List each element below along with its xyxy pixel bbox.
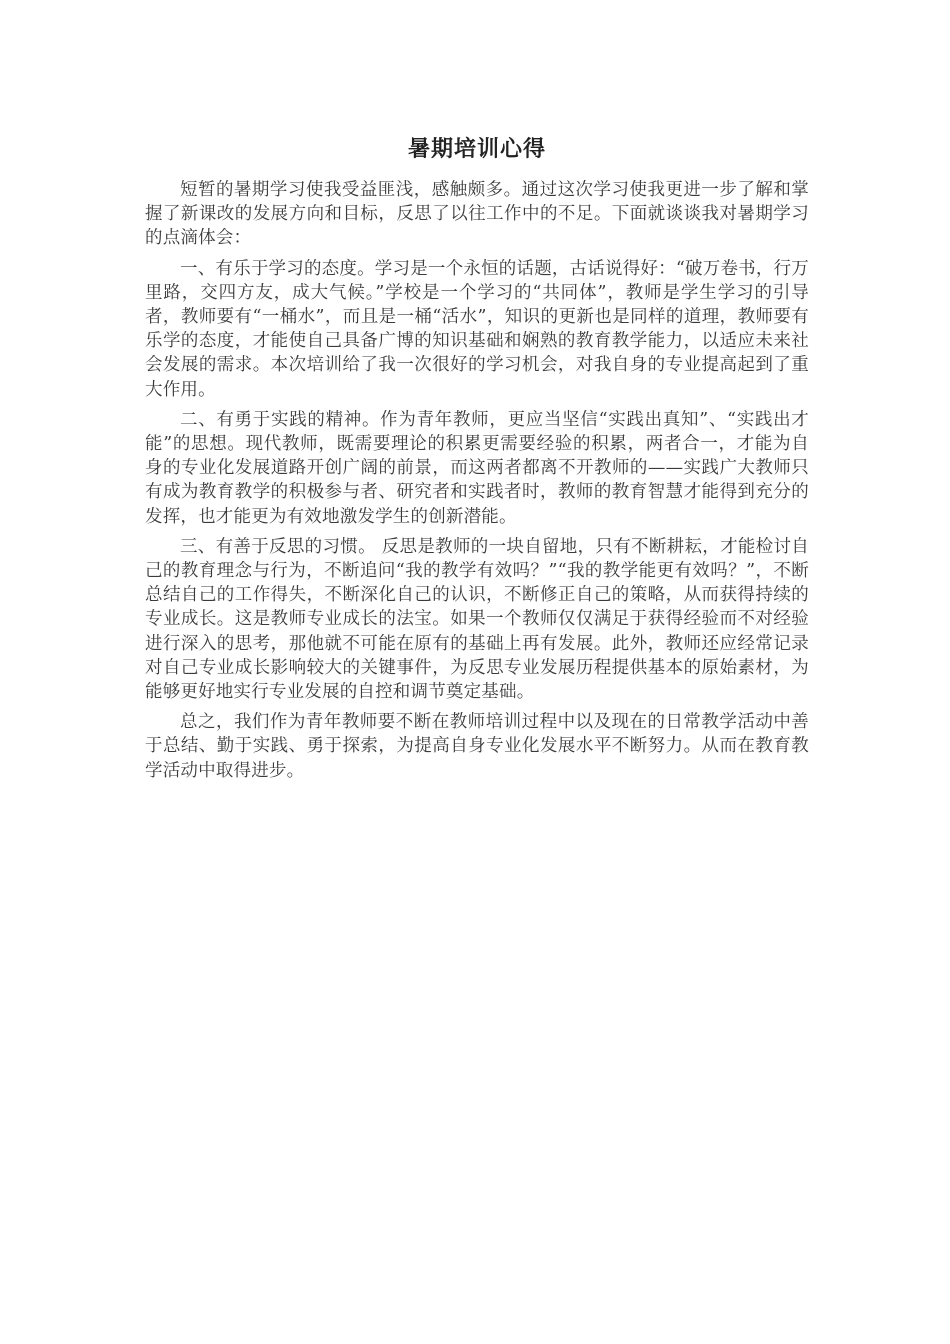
learning-attitude-paragraph: 一、有乐于学习的态度。学习是一个永恒的话题，古话说得好：“破万卷书，行万里路，交四方友，成大气候。”学校是一个学习的“共同体”，教师是学生学习的引导者，教师要有“一桶水”，而且是一桶“活水”，知识的更新也是同样的道理，教师要有乐学的态度，才能使自己具备广博的知识基础和娴熟的教育教学能力，以适应未来社会发展的需求。本次培训给了我一次很好的学习机会，对我自身的专业提高起到了重大作用。 xyxy=(145,258,809,400)
conclusion-paragraph: 总之，我们作为青年教师要不断在教师培训过程中以及现在的日常教学活动中善于总结、勤于实践、勇于探索，为提高自身专业化发展水平不断努力。从而在教育教学活动中取得进步。 xyxy=(145,712,809,781)
document-title: 暑期培训心得 xyxy=(407,136,546,162)
reflection-habit-paragraph: 三、有善于反思的习惯。 反思是教师的一块自留地，只有不断耕耘，才能检讨自己的教育理念与行为，不断追问“我的教学有效吗？”“我的教学能更有效吗？”，不断总结自己的工作得失，不断深化自己的认识，不断修正自己的策略，从而获得持续的专业成长。这是教师专业成长的法宝。如果一个教师仅仅满足于获得经验而不对经验进行深入的思考，那他就不可能在原有的基础上再有发展。此外，教师还应经常记录对自己专业成长影响较大的关键事件，为反思专业发展历程提供基本的原始素材，为能够更好地实行专业发展的自控和调节奠定基础。 xyxy=(145,536,809,703)
document-body xyxy=(145,128,809,789)
practice-spirit-paragraph: 二、有勇于实践的精神。作为青年教师，更应当坚信“实践出真知”、“实践出才能”的思想。现代教师，既需要理论的积累更需要经验的积累，两者合一，才能为自身的专业化发展道路开创广阔的前景，而这两者都离不开教师的——实践广大教师只有成为教育教学的积极参与者、研究者和实践者时，教师的教育智慧才能得到充分的发挥，也才能更为有效地激发学生的创新潜能。 xyxy=(145,409,809,527)
intro-paragraph: 短暂的暑期学习使我受益匪浅，感触颇多。通过这次学习使我更进一步了解和掌握了新课改的发展方向和目标，反思了以往工作中的不足。下面就谈谈我对暑期学习的点滴体会： xyxy=(145,180,809,249)
